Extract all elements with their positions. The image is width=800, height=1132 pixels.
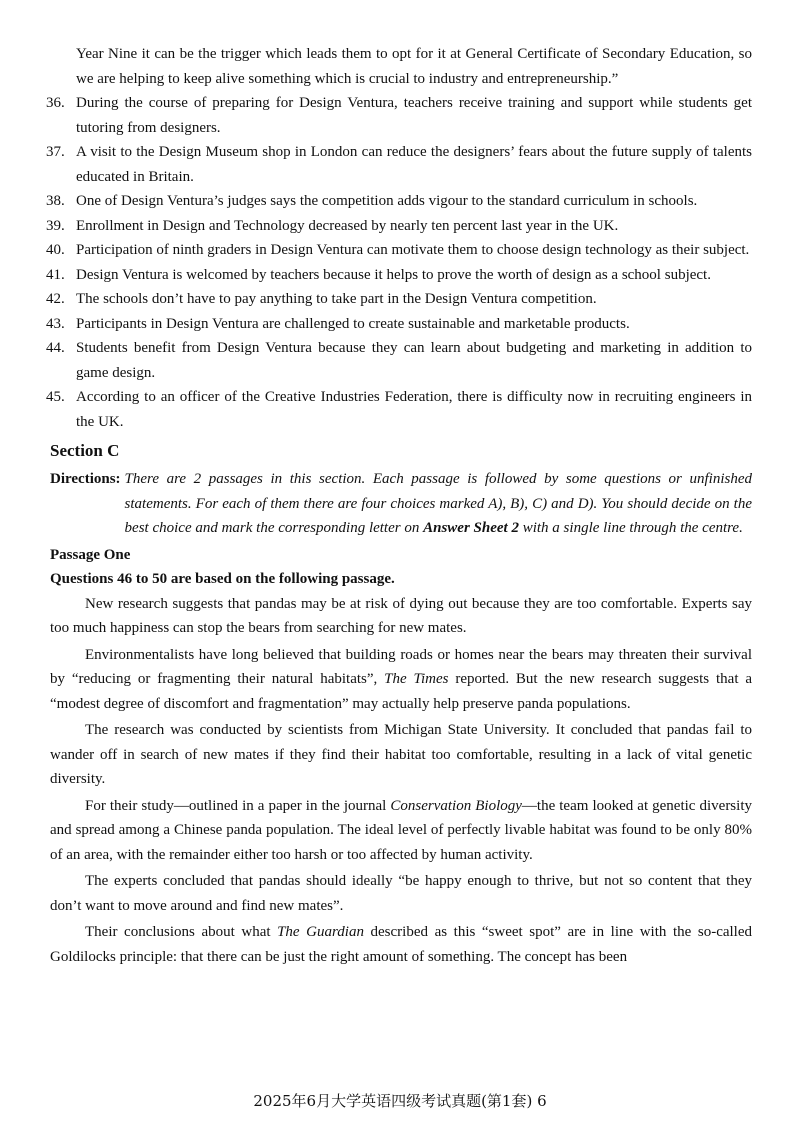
paragraph-text: For their study—outlined in a paper in the journal xyxy=(85,797,391,814)
previous-passage-continuation: Year Nine it can be the trigger which leads them to opt for it at General Certificate of Secondary Education, so we are helping to keep alive something which is crucial to industry and entrepreneurship.” xyxy=(76,46,752,87)
statement-number: 36. xyxy=(46,95,65,111)
directions-text-part1: There are 2 passages in this section. Each passage is followed by some questions or unfinished statements. For each of them there are four choices marked A), B), C) and D). You should decide on the best choice and mark the corresponding letter on xyxy=(124,471,752,536)
passage-paragraph xyxy=(50,643,752,717)
statement-text: Design Ventura is welcomed by teachers because it helps to prove the worth of design as a school subject. xyxy=(76,266,711,283)
statement-text: Enrollment in Design and Technology decreased by nearly ten percent last year in the UK. xyxy=(76,217,619,234)
statement-item xyxy=(46,140,752,189)
statement-number: 40. xyxy=(46,242,65,258)
statement-item xyxy=(46,336,752,385)
publication-title: The Times xyxy=(384,671,449,687)
statement-item xyxy=(46,263,752,288)
page-footer: 2025年6月大学英语四级考试真题(第1套) 6 xyxy=(253,1092,547,1110)
statement-number: 42. xyxy=(46,291,65,307)
statement-number: 39. xyxy=(46,217,65,234)
paragraph-text: described as this “sweet spot” are in line with the so-called Goldilocks principle: that there can be just the right amount of something. The concept has been xyxy=(50,924,752,965)
statement-number: 37. xyxy=(46,144,65,160)
question-range: Questions 46 to 50 are based on the following passage. xyxy=(50,571,395,587)
statement-list xyxy=(46,91,752,434)
statement-item xyxy=(46,287,752,312)
statement-text: Participation of ninth graders in Design Ventura can motivate them to choose design technology as their subject. xyxy=(76,242,750,258)
passage-paragraph: The experts concluded that pandas should ideally “be happy enough to thrive, but not so content that they don’t want to move around and find new mates”. xyxy=(50,873,752,914)
section-heading: Section C xyxy=(50,441,120,460)
statement-number: 38. xyxy=(46,193,65,209)
passage-paragraph: New research suggests that pandas may be at risk of dying out because they are too comfortable. Experts say too much happiness can stop the bears from searching for new mates. xyxy=(50,595,752,636)
statement-text: During the course of preparing for Design Ventura, teachers receive training and support while students get tutoring from designers. xyxy=(76,95,752,136)
statement-number: 45. xyxy=(46,389,65,405)
passage-paragraph xyxy=(50,920,752,969)
passage-title: Passage One xyxy=(50,546,131,563)
statement-item xyxy=(46,91,752,140)
statement-number: 44. xyxy=(46,340,65,356)
paragraph-text: Environmentalists have long believed that building roads or homes near the bears may threaten their survival by “reducing or fragmenting their natural habitats”, xyxy=(50,646,752,687)
statement-text: Students benefit from Design Ventura because they can learn about budgeting and marketing in addition to game design. xyxy=(76,340,752,381)
exam-page xyxy=(46,42,752,971)
statement-number: 41. xyxy=(46,266,65,283)
statement-text: According to an officer of the Creative Industries Federation, there is difficulty now in recruiting engineers in the UK. xyxy=(76,389,752,430)
statement-item xyxy=(46,238,752,263)
directions-label: Directions: xyxy=(50,471,121,487)
directions xyxy=(50,467,752,541)
statement-text: A visit to the Design Museum shop in London can reduce the designers’ fears about the future supply of talents educated in Britain. xyxy=(76,144,752,185)
directions-text-part2: with a single line through the centre. xyxy=(518,520,743,536)
statement-item xyxy=(46,214,752,239)
paragraph-text: reported. But the new research suggests that a “modest degree of discomfort and fragmentation” may actually help preserve panda populations. xyxy=(50,671,752,712)
passage-paragraph xyxy=(50,794,752,868)
paragraph-text: Their conclusions about what xyxy=(85,924,278,940)
statement-text: The schools don’t have to pay anything to take part in the Design Ventura competition. xyxy=(76,291,597,307)
directions-text xyxy=(121,467,752,541)
paragraph-text: —the team looked at genetic diversity and spread among a Chinese panda population. The ideal level of perfectly livable habitat was found to be only 80% of an area, with the remainder either too harsh or too affected by human activity. xyxy=(50,797,752,863)
statement-text: One of Design Ventura’s judges says the competition adds vigour to the standard curriculum in schools. xyxy=(76,193,698,209)
statement-text: Participants in Design Ventura are challenged to create sustainable and marketable products. xyxy=(76,315,630,332)
statement-item xyxy=(46,189,752,214)
statement-item xyxy=(46,312,752,337)
publication-title: The Guardian xyxy=(277,924,364,940)
answer-sheet-ref: Answer Sheet 2 xyxy=(423,520,519,536)
publication-title: Conservation Biology xyxy=(390,797,522,814)
statement-item xyxy=(46,385,752,434)
statement-number: 43. xyxy=(46,315,65,332)
passage-paragraph: The research was conducted by scientists from Michigan State University. It concluded that pandas fail to wander off in search of new mates if they find their habitat too comfortable, resulting in a lack of vital genetic diversity. xyxy=(50,722,752,787)
